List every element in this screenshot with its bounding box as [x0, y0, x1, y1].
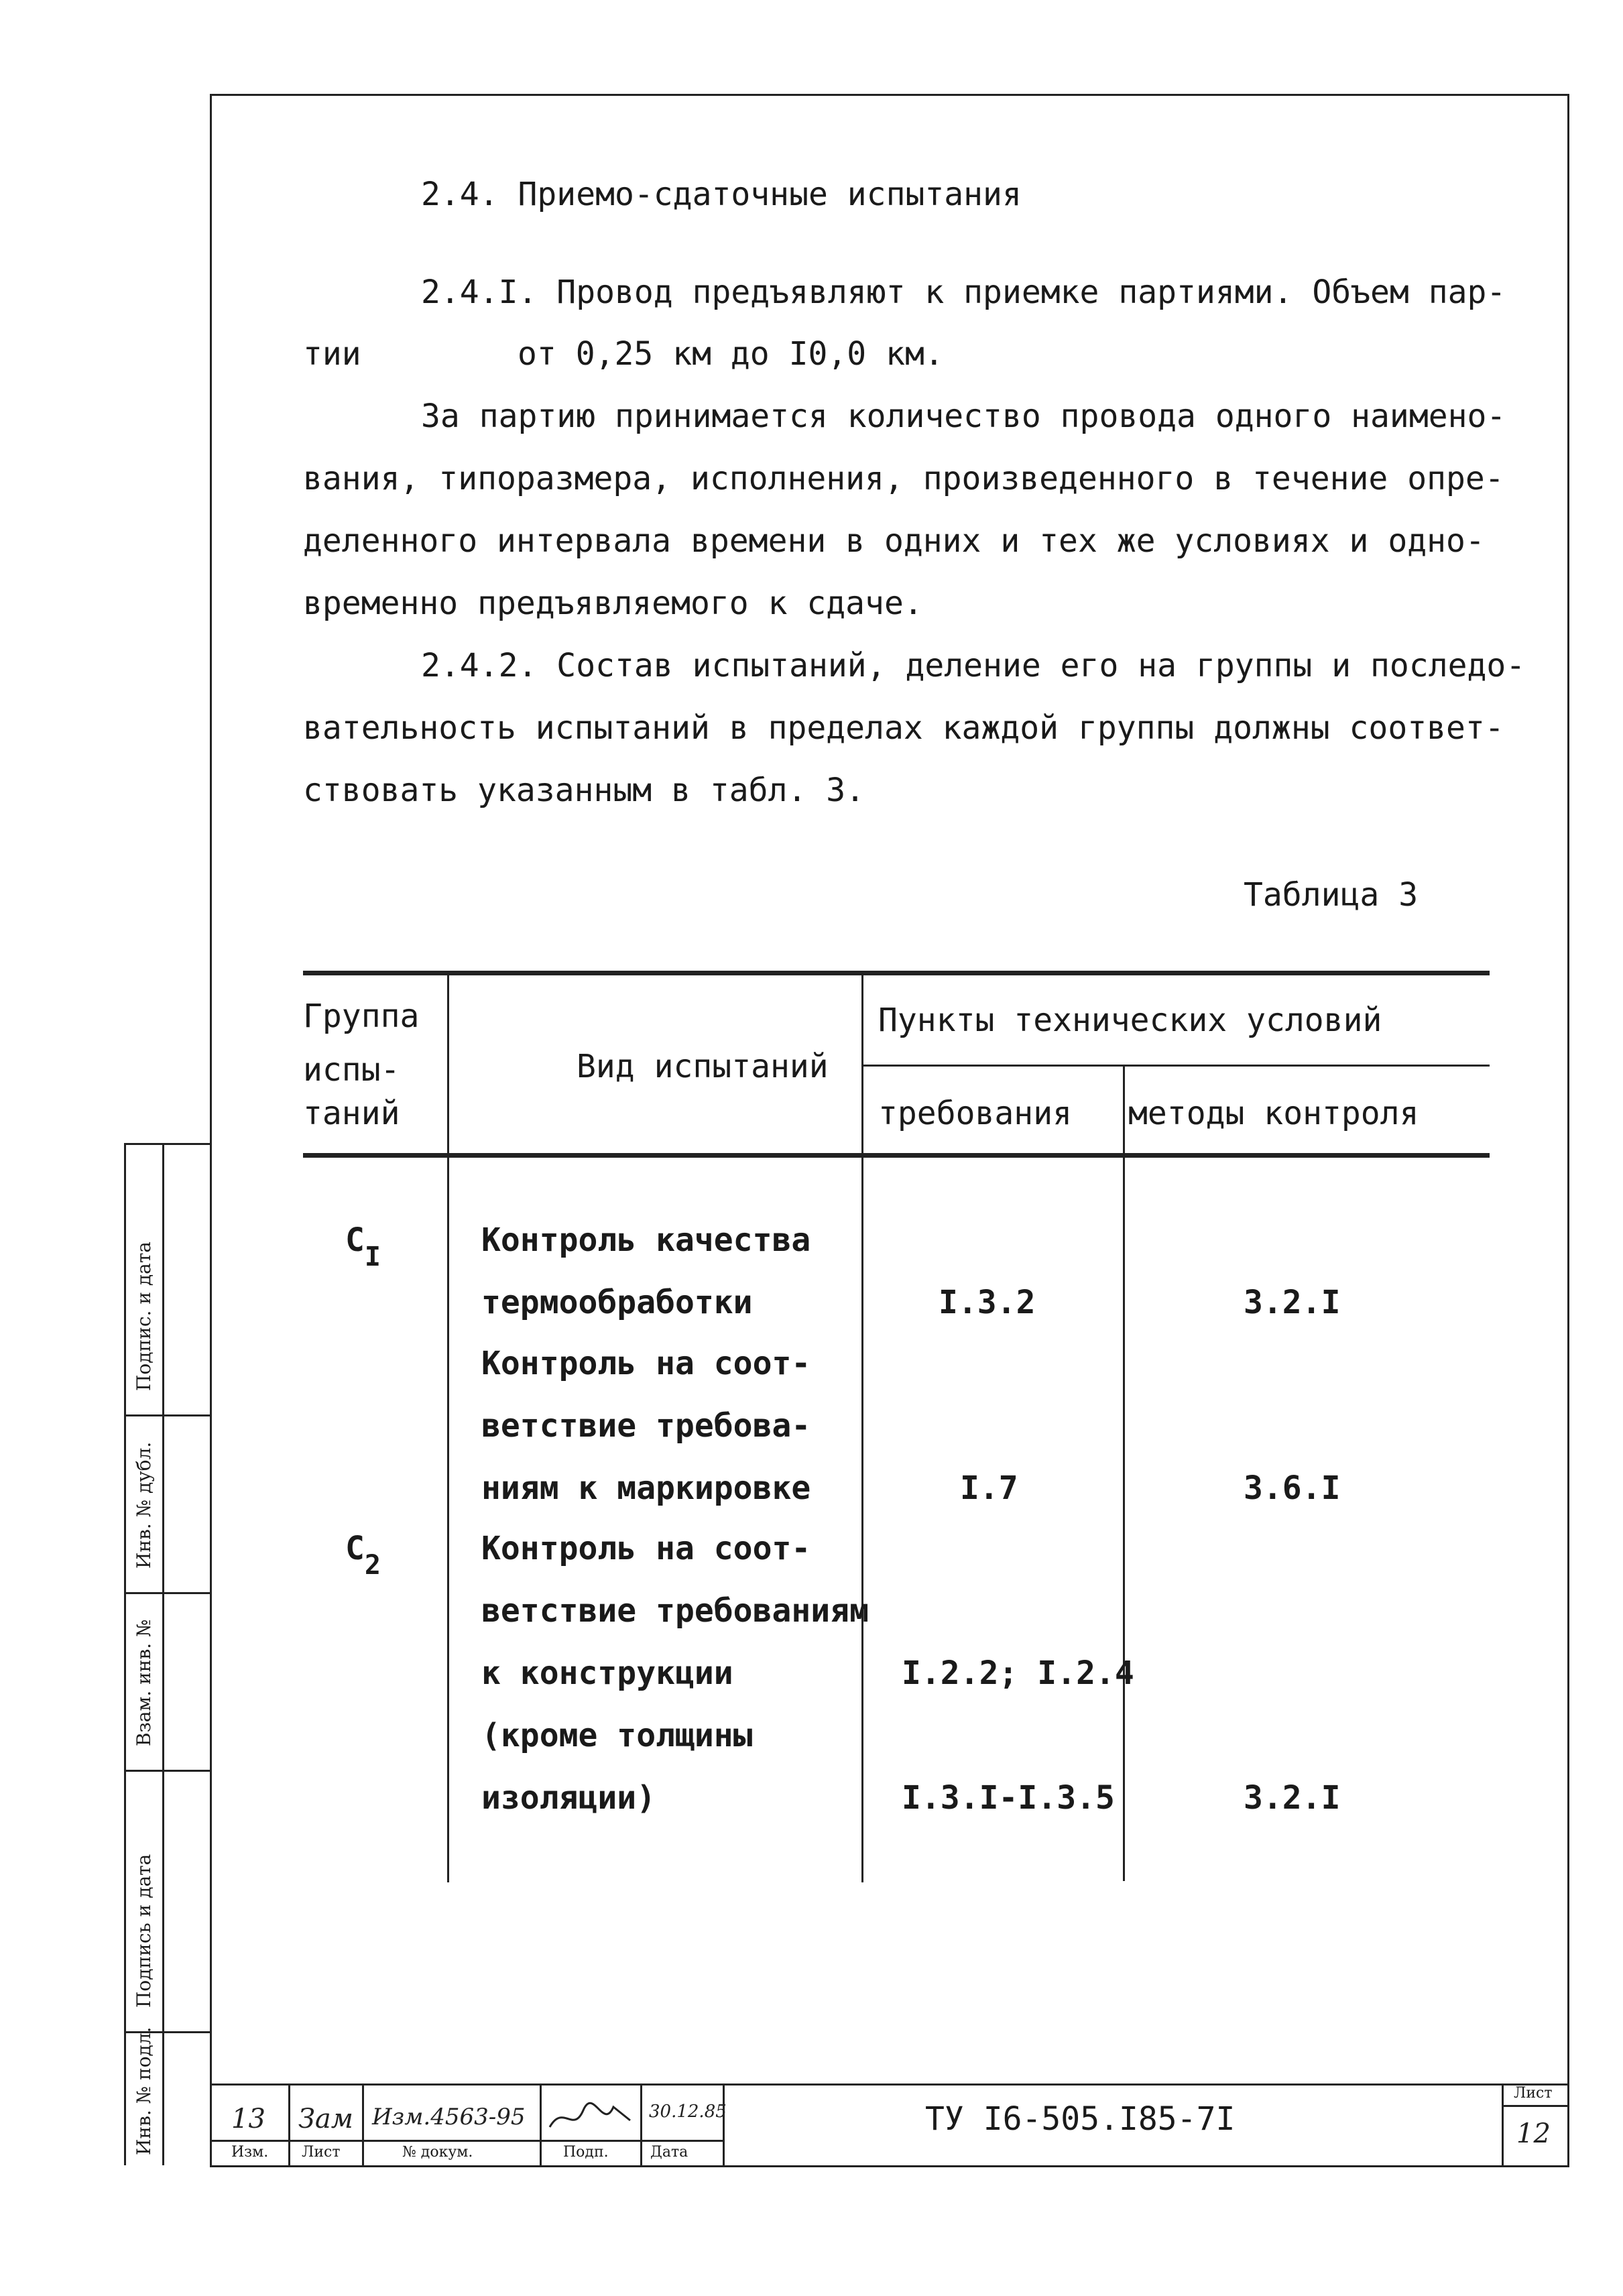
- requirement-4: I.3.I-I.3.5: [902, 1779, 1115, 1817]
- tb-label-date: Дата: [650, 2144, 688, 2161]
- frame-top-border: [210, 94, 1569, 96]
- requirement-3: I.2.2; I.2.4: [902, 1654, 1134, 1692]
- table-col-divider-1: [447, 971, 449, 1882]
- side-stamp-top: [124, 1143, 210, 1145]
- tb-list-value: Зам: [298, 2104, 353, 2134]
- test-type-line-7: ветствие требованиям: [481, 1592, 869, 1630]
- tb-sheet-number: 12: [1516, 2118, 1551, 2149]
- tb-col-3: [540, 2083, 542, 2165]
- group-c2-subscript: 2: [364, 1550, 381, 1581]
- tb-col-1: [288, 2083, 290, 2165]
- tb-date-value: 30.12.85: [649, 2102, 727, 2122]
- frame-bottom-border: [210, 2165, 1569, 2167]
- header-spec-points: Пункты технических условий: [878, 1002, 1382, 1039]
- table-caption: Таблица 3: [1244, 876, 1419, 914]
- requirement-2: I.7: [960, 1469, 1018, 1507]
- paragraph-1-line-2a: тии: [303, 335, 361, 373]
- frame-left-border: [210, 94, 212, 2165]
- tb-label-doc: № докум.: [402, 2144, 473, 2161]
- frame-right-border: [1567, 94, 1569, 2165]
- signature-mark: [546, 2097, 634, 2137]
- tb-sheet-rule: [1502, 2105, 1567, 2107]
- paragraph-1-line-2b: от 0,25 км до I0,0 км.: [518, 335, 944, 373]
- header-test-type: Вид испытаний: [577, 1048, 829, 1085]
- paragraph-2-line-3: деленного интервала времени в одних и тех же условиях и одно-: [303, 522, 1485, 560]
- header-methods: методы контроля: [1128, 1095, 1419, 1132]
- side-stamp-sep-3: [124, 1770, 210, 1772]
- title-block-label-rule: [210, 2140, 723, 2142]
- paragraph-3-line-2: вательность испытаний в пределах каждой группы должны соответ-: [303, 709, 1504, 747]
- side-stamp-sep-2: [124, 1592, 210, 1594]
- tb-document-code: ТУ I6-505.I85-7I: [925, 2100, 1236, 2138]
- paragraph-1-line-1: 2.4.I. Провод предъявляют к приемке партиями. Объем пар-: [421, 274, 1506, 311]
- method-2: 3.6.I: [1244, 1469, 1341, 1507]
- side-label-signature-date-1: Подпис. и дата: [133, 1241, 155, 1391]
- paragraph-3-line-3: ствовать указанным в табл. 3.: [303, 772, 865, 809]
- section-title: 2.4. Приемо-сдаточные испытания: [421, 176, 1022, 213]
- paragraph-2-line-4: временно предъявляемого к сдаче.: [303, 585, 923, 622]
- table-col-divider-2: [861, 971, 863, 1882]
- method-1: 3.2.I: [1244, 1284, 1341, 1321]
- test-type-line-6: Контроль на соот-: [481, 1530, 811, 1567]
- group-c2: [345, 1530, 381, 1581]
- test-type-line-5: ниям к маркировке: [481, 1469, 811, 1507]
- test-type-line-8: к конструкции: [481, 1654, 733, 1692]
- tb-signature: [546, 2097, 634, 2140]
- table-header-bottom-rule: [303, 1153, 1490, 1158]
- group-c1-letter: C: [345, 1221, 365, 1259]
- test-type-line-3: Контроль на соот-: [481, 1345, 811, 1382]
- tb-col-4: [640, 2083, 642, 2165]
- test-type-line-2: термообработки: [481, 1284, 753, 1321]
- paragraph-2-line-1: За партию принимается количество провода одного наимено-: [421, 398, 1506, 435]
- group-c1-subscript: I: [364, 1242, 381, 1272]
- tb-izm-value: 13: [231, 2104, 265, 2134]
- side-label-dup-inventory: Инв. № дубл.: [133, 1441, 155, 1569]
- test-type-line-1: Контроль качества: [481, 1221, 811, 1259]
- group-c2-letter: C: [345, 1530, 365, 1567]
- tb-sheet-label: Лист: [1514, 2085, 1553, 2102]
- tb-label-izm: Изм.: [231, 2144, 269, 2161]
- side-stamp-divider: [162, 1143, 164, 2165]
- side-stamp-sep-1: [124, 1414, 210, 1416]
- test-type-line-10: изоляции): [481, 1779, 656, 1817]
- header-group-line-1: Группа: [303, 998, 420, 1035]
- tb-label-list: Лист: [302, 2144, 341, 2161]
- header-group-line-3: таний: [303, 1095, 400, 1132]
- test-type-line-4: ветствие требова-: [481, 1407, 811, 1445]
- tb-doc-number: Изм.4563-95: [372, 2104, 526, 2130]
- header-group-line-2: испы-: [303, 1051, 400, 1089]
- tb-sheet-divider: [1502, 2083, 1504, 2165]
- header-requirements: требования: [878, 1095, 1072, 1132]
- method-3: 3.2.I: [1244, 1779, 1341, 1817]
- requirement-1: I.3.2: [939, 1284, 1036, 1321]
- side-label-replace-inventory: Взам. инв. №: [133, 1619, 155, 1746]
- paragraph-2-line-2: вания, типоразмера, исполнения, произведенного в течение опре-: [303, 460, 1504, 497]
- title-block-top: [210, 2083, 1567, 2086]
- tb-col-5: [723, 2083, 725, 2165]
- table-top-rule: [303, 971, 1490, 975]
- tb-col-2: [362, 2083, 364, 2165]
- side-label-signature-date-2: Подпись и дата: [133, 1854, 155, 2008]
- test-type-line-9: (кроме толщины: [481, 1717, 753, 1754]
- side-label-original-inventory: Инв. № подл.: [133, 2027, 155, 2155]
- side-stamp-outer-left: [124, 1143, 126, 2165]
- tb-label-sign: Подп.: [563, 2144, 609, 2161]
- table-subheader-rule: [861, 1065, 1490, 1067]
- paragraph-3-line-1: 2.4.2. Состав испытаний, деление его на группы и последо-: [421, 647, 1526, 684]
- group-c1: [345, 1221, 381, 1272]
- table-col-divider-3: [1123, 1065, 1125, 1881]
